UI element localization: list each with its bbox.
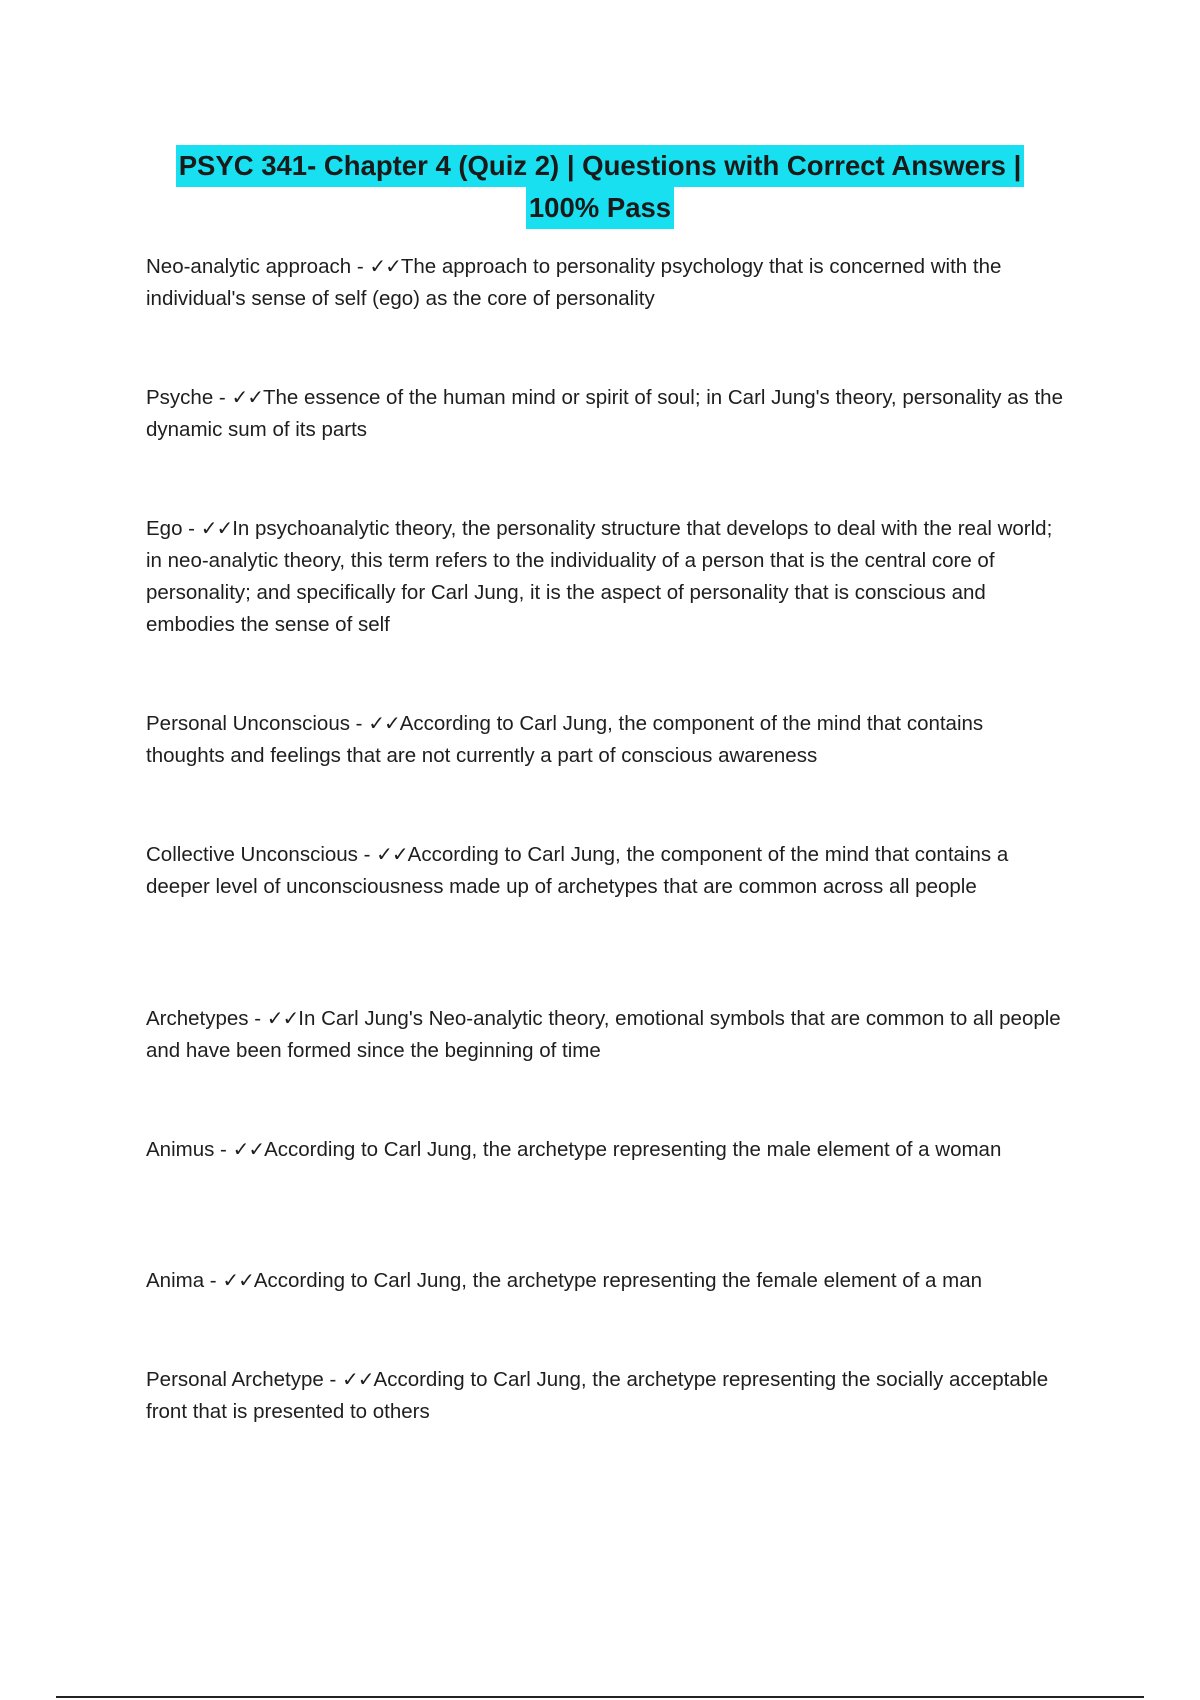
qa-entry-personal-archetype bbox=[146, 1363, 1066, 1428]
title-line-1: PSYC 341- Chapter 4 (Quiz 2) | Questions with Correct Answers | bbox=[176, 145, 1025, 187]
check-mark-icon: ✓✓ bbox=[266, 1006, 299, 1030]
entry-separator: - bbox=[204, 1269, 223, 1292]
qa-entry-psyche bbox=[146, 381, 1066, 446]
entry-separator: - bbox=[182, 517, 201, 540]
entry-definition: In Carl Jung's Neo-analytic theory, emotional symbols that are common to all people and have been formed since the beginning of time bbox=[146, 1007, 1061, 1062]
entry-term: Collective Unconscious bbox=[146, 843, 358, 866]
title-line-2: 100% Pass bbox=[526, 187, 674, 229]
entry-separator: - bbox=[323, 1368, 342, 1391]
entry-definition: According to Carl Jung, the archetype representing the female element of a man bbox=[253, 1269, 983, 1292]
entry-term: Neo-analytic approach bbox=[146, 255, 352, 278]
qa-entry-neo-analytic-approach bbox=[146, 250, 1066, 315]
entry-definition: According to Carl Jung, the archetype representing the male element of a woman bbox=[264, 1138, 1002, 1161]
check-mark-icon: ✓✓ bbox=[222, 1268, 254, 1292]
entry-definition: The essence of the human mind or spirit of soul; in Carl Jung's theory, personality as the dynamic sum of its parts bbox=[146, 386, 1063, 441]
entry-definition: The approach to personality psychology that is concerned with the individual's sense of self (ego) as the core of personality bbox=[146, 255, 1002, 310]
entry-term: Archetypes bbox=[146, 1007, 249, 1030]
entry-term: Animus bbox=[146, 1138, 215, 1161]
check-mark-icon: ✓✓ bbox=[232, 1137, 265, 1161]
entry-term: Psyche bbox=[146, 386, 214, 409]
check-mark-icon: ✓✓ bbox=[342, 1367, 374, 1391]
entry-term: Ego bbox=[146, 517, 183, 540]
entry-separator: - bbox=[349, 712, 369, 735]
entry-separator: - bbox=[248, 1007, 267, 1030]
qa-entry-personal-unconscious bbox=[146, 707, 1066, 772]
entry-term: Personal Unconscious bbox=[146, 712, 350, 735]
qa-entry-ego bbox=[146, 512, 1066, 641]
entry-separator: - bbox=[214, 1138, 233, 1161]
entry-term: Personal Archetype bbox=[146, 1368, 324, 1391]
check-mark-icon: ✓✓ bbox=[200, 516, 233, 540]
entry-separator: - bbox=[213, 386, 232, 409]
qa-entry-archetypes bbox=[146, 1002, 1066, 1067]
check-mark-icon: ✓✓ bbox=[231, 385, 263, 409]
entry-separator: - bbox=[351, 255, 370, 278]
check-mark-icon: ✓✓ bbox=[376, 842, 408, 866]
check-mark-icon: ✓✓ bbox=[368, 711, 400, 735]
entry-definition: According to Carl Jung, the archetype representing the socially acceptable front that is presented to others bbox=[146, 1368, 1049, 1423]
footer-divider bbox=[56, 1696, 1144, 1698]
entry-definition: In psychoanalytic theory, the personality structure that develops to deal with the real world; in neo-analytic theory, this term refers to the individuality of a person that is the central core of personality; and specifically for Carl Jung, it is the aspect of personality that is conscious and embodies the sense of self bbox=[146, 517, 1053, 636]
entry-term: Anima bbox=[146, 1269, 205, 1292]
qa-entry-anima bbox=[146, 1264, 1066, 1297]
qa-entry-animus bbox=[146, 1133, 1066, 1166]
qa-entry-collective-unconscious bbox=[146, 838, 1066, 903]
entry-definition: According to Carl Jung, the component of the mind that contains thoughts and feelings that are not currently a part of conscious awareness bbox=[146, 712, 984, 767]
entry-separator: - bbox=[357, 843, 377, 866]
entry-definition: According to Carl Jung, the component of the mind that contains a deeper level of unconsciousness made up of archetypes that are common across all people bbox=[146, 843, 1009, 898]
check-mark-icon: ✓✓ bbox=[369, 254, 401, 278]
document-title bbox=[120, 145, 1080, 229]
